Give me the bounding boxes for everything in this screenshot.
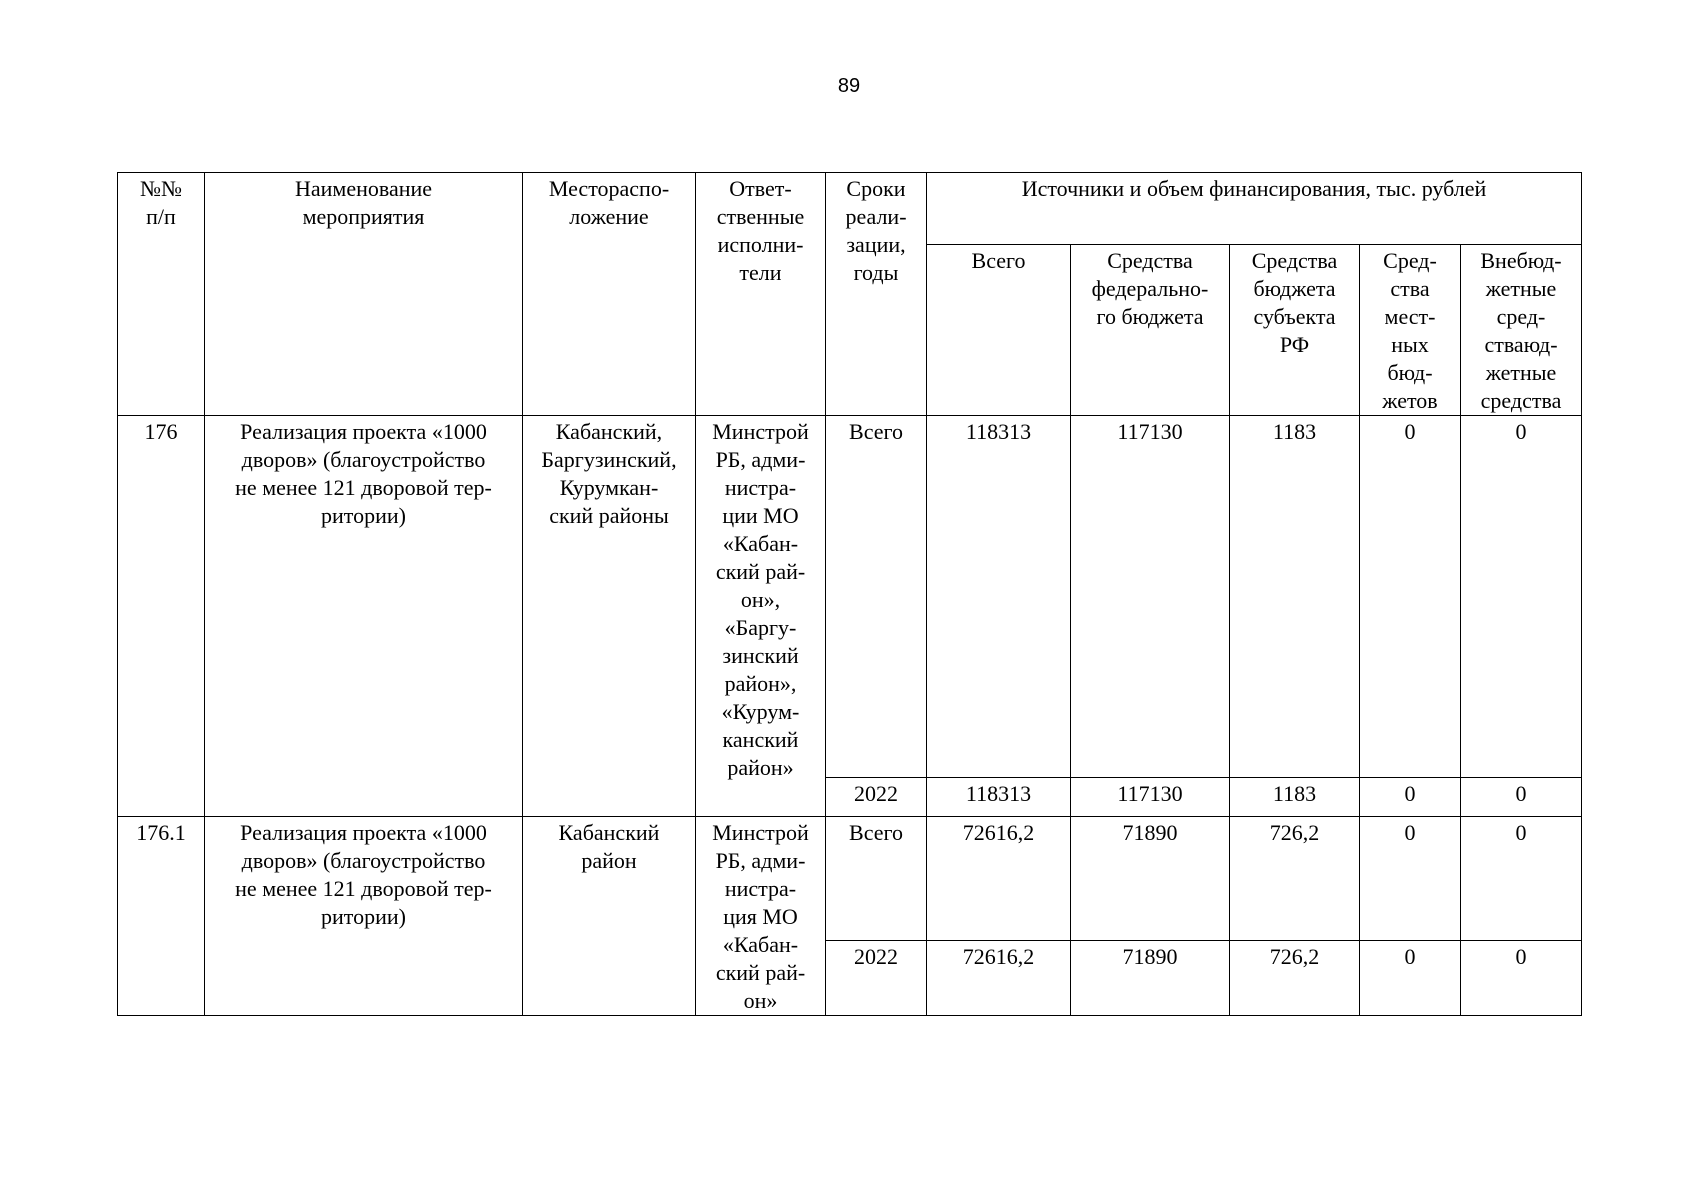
cell-total: 72616,2: [927, 817, 1071, 941]
cell-period: Всего: [826, 817, 927, 941]
header-funding-group: Источники и объем финансирования, тыс. рублей: [927, 173, 1582, 245]
cell-regional: 1183: [1230, 778, 1360, 817]
cell-regional: 726,2: [1230, 817, 1360, 941]
cell-total: 118313: [927, 778, 1071, 817]
cell-num: 176: [118, 416, 205, 817]
table-row: [118, 817, 1582, 941]
header-name: Наименование мероприятия: [205, 173, 523, 416]
cell-extra: 0: [1461, 941, 1582, 1016]
cell-location: Кабанский, Баргузинский, Курумкан- ский районы: [523, 416, 696, 817]
cell-local: 0: [1360, 778, 1461, 817]
funding-table: [117, 172, 1582, 1016]
page-number: 89: [837, 75, 861, 97]
header-total: Всего: [927, 245, 1071, 416]
cell-responsible: Минстрой РБ, адми- нистра- ция МО «Кабан- ский рай- он»: [696, 817, 826, 1016]
table-row: [118, 416, 1582, 778]
cell-total: 72616,2: [927, 941, 1071, 1016]
cell-location: Кабанский район: [523, 817, 696, 1016]
cell-federal: 117130: [1071, 416, 1230, 778]
header-regional: Средства бюджета субъекта РФ: [1230, 245, 1360, 416]
header-row-1: [118, 173, 1582, 245]
header-num: №№ п/п: [118, 173, 205, 416]
cell-regional: 726,2: [1230, 941, 1360, 1016]
cell-period: 2022: [826, 778, 927, 817]
cell-local: 0: [1360, 817, 1461, 941]
cell-period: 2022: [826, 941, 927, 1016]
cell-federal: 71890: [1071, 941, 1230, 1016]
cell-federal: 117130: [1071, 778, 1230, 817]
cell-extra: 0: [1461, 778, 1582, 817]
header-location: Местораспо- ложение: [523, 173, 696, 416]
cell-federal: 71890: [1071, 817, 1230, 941]
header-federal: Средства федерально- го бюджета: [1071, 245, 1230, 416]
cell-regional: 1183: [1230, 416, 1360, 778]
cell-name: Реализация проекта «1000 дворов» (благоустройство не менее 121 дворовой тер- ритории): [205, 416, 523, 817]
cell-num: 176.1: [118, 817, 205, 1016]
header-responsible: Ответ- ственные исполни- тели: [696, 173, 826, 416]
cell-total: 118313: [927, 416, 1071, 778]
cell-name: Реализация проекта «1000 дворов» (благоустройство не менее 121 дворовой тер- ритории): [205, 817, 523, 1016]
cell-extra: 0: [1461, 817, 1582, 941]
cell-period: Всего: [826, 416, 927, 778]
cell-local: 0: [1360, 941, 1461, 1016]
header-local: Сред- ства мест- ных бюд- жетов: [1360, 245, 1461, 416]
cell-extra: 0: [1461, 416, 1582, 778]
header-extra: Внебюд- жетные сред- стваюд- жетные средства: [1461, 245, 1582, 416]
cell-local: 0: [1360, 416, 1461, 778]
cell-responsible: Минстрой РБ, адми- нистра- ции МО «Кабан- ский рай- он», «Баргу- зинский район», «Курум- канский район»: [696, 416, 826, 817]
header-period: Сроки реали- зации, годы: [826, 173, 927, 416]
